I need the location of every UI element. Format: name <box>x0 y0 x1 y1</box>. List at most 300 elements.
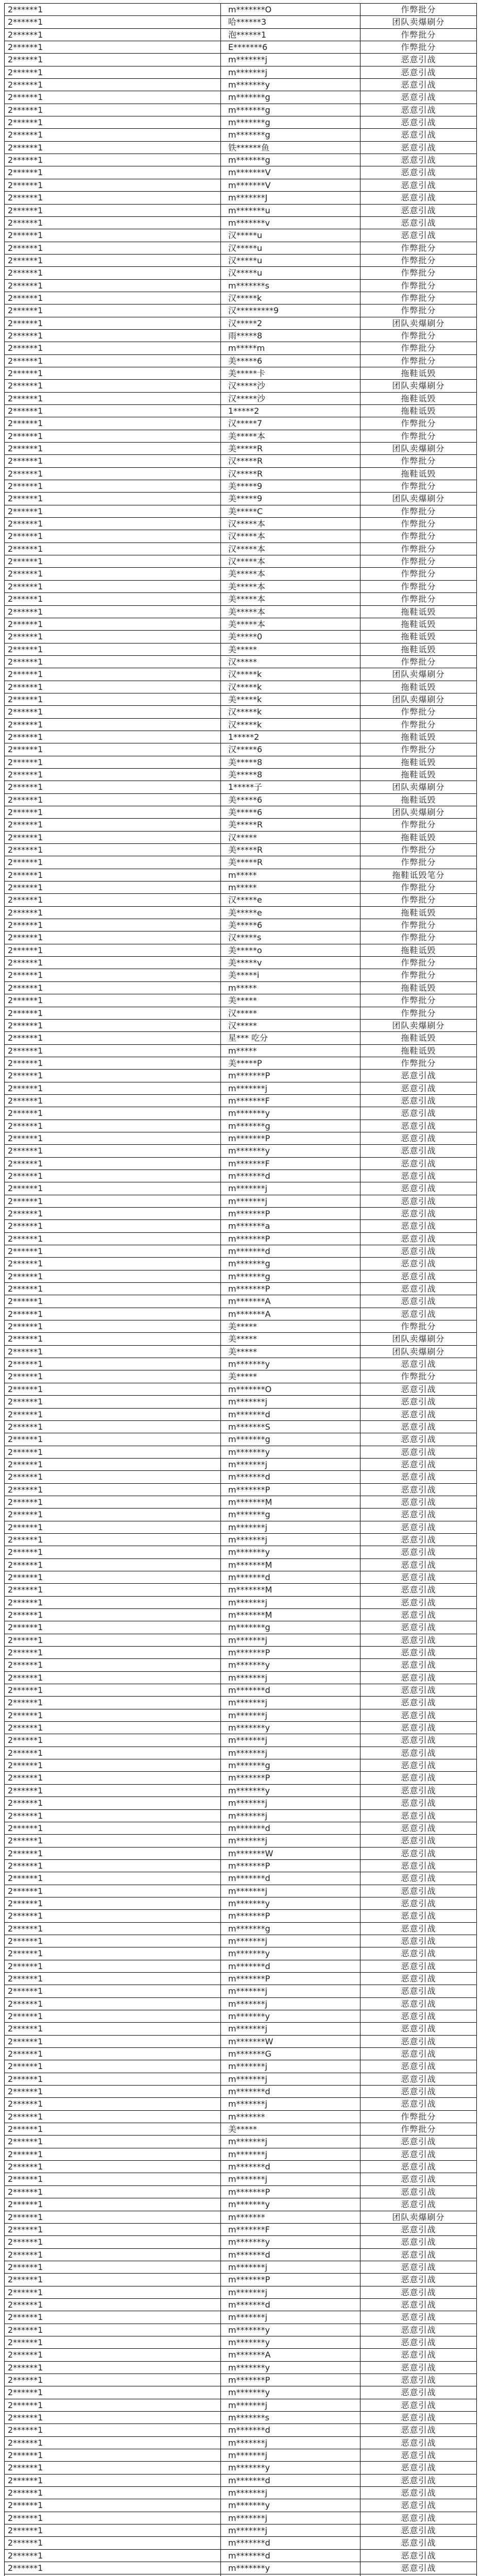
cell-user: m*******j <box>221 1747 360 1759</box>
cell-user: m*******g <box>221 1258 360 1270</box>
table-row <box>5 931 477 944</box>
cell-user: m*******y <box>221 2324 360 2336</box>
table-row <box>5 530 477 543</box>
table-row <box>5 2487 477 2499</box>
cell-id: 2******1 <box>5 769 221 781</box>
cell-type: 恶意引战 <box>360 1521 477 1534</box>
cell-user: m*******P <box>221 1283 360 1295</box>
cell-type: 拖鞋诋毁笔分 <box>360 869 477 882</box>
cell-type: 作弊批分 <box>360 656 477 668</box>
table-row <box>5 4 477 16</box>
cell-type: 作弊批分 <box>360 994 477 1007</box>
cell-type: 恶意引战 <box>360 1433 477 1446</box>
cell-type: 恶意引战 <box>360 1998 477 2010</box>
cell-type: 恶意引战 <box>360 205 477 217</box>
cell-id: 2******1 <box>5 166 221 179</box>
table-row <box>5 342 477 354</box>
cell-user: m*******u <box>221 205 360 217</box>
cell-type: 恶意引战 <box>360 1295 477 1308</box>
cell-id: 2******1 <box>5 2324 221 2336</box>
cell-type: 恶意引战 <box>360 1270 477 1283</box>
table-row <box>5 1509 477 1521</box>
table-row <box>5 154 477 166</box>
cell-type: 作弊批分 <box>360 882 477 894</box>
cell-id: 2******1 <box>5 894 221 906</box>
cell-user: m*******y <box>221 2562 360 2574</box>
cell-user: m*******d <box>221 1245 360 1258</box>
cell-type: 恶意引战 <box>360 2512 477 2524</box>
cell-id: 2******1 <box>5 1459 221 1471</box>
cell-id: 2******1 <box>5 280 221 292</box>
cell-user: m*******F <box>221 2224 360 2236</box>
table-row <box>5 367 477 380</box>
cell-id: 2******1 <box>5 1107 221 1120</box>
table-row <box>5 1358 477 1370</box>
cell-type: 恶意引战 <box>360 66 477 79</box>
cell-user: 汉*****e <box>221 894 360 906</box>
cell-type: 恶意引战 <box>360 2073 477 2086</box>
cell-id: 2******1 <box>5 2462 221 2474</box>
cell-user: 哈******3 <box>221 16 360 28</box>
cell-user: m*******P <box>221 1647 360 1659</box>
table-row <box>5 2111 477 2123</box>
cell-user: m*******M <box>221 1496 360 1509</box>
cell-user: 泡******1 <box>221 29 360 41</box>
table-row <box>5 1370 477 1383</box>
cell-id: 2******1 <box>5 1320 221 1333</box>
cell-user: m*******g <box>221 1270 360 1283</box>
cell-type: 恶意引战 <box>360 166 477 179</box>
cell-user: m*******j <box>221 1082 360 1095</box>
cell-id: 2******1 <box>5 1446 221 1459</box>
cell-id: 2******1 <box>5 2023 221 2035</box>
table-row <box>5 417 477 430</box>
cell-type: 作弊批分 <box>360 29 477 41</box>
table-row <box>5 1910 477 1922</box>
cell-id: 2******1 <box>5 179 221 192</box>
cell-type: 恶意引战 <box>360 2236 477 2248</box>
cell-id: 2******1 <box>5 982 221 994</box>
cell-type: 恶意引战 <box>360 54 477 66</box>
table-row <box>5 1923 477 1935</box>
table-row <box>5 856 477 869</box>
cell-type: 恶意引战 <box>360 2324 477 2336</box>
table-row <box>5 719 477 731</box>
table-row <box>5 2324 477 2336</box>
cell-id: 2******1 <box>5 2048 221 2060</box>
table-row <box>5 1935 477 1947</box>
cell-type: 拖鞋诋毁 <box>360 367 477 380</box>
cell-user: m*******y <box>221 1897 360 1910</box>
cell-user: m*******j <box>221 2437 360 2449</box>
table-row <box>5 1960 477 1973</box>
table-row <box>5 2161 477 2173</box>
cell-user: 汉*****k <box>221 719 360 731</box>
cell-user: 美*****本 <box>221 430 360 443</box>
cell-user: m*******P <box>221 2186 360 2198</box>
cell-type: 拖鞋诋毁 <box>360 393 477 405</box>
cell-type: 恶意引战 <box>360 116 477 129</box>
cell-type: 作弊批分 <box>360 518 477 530</box>
cell-type: 恶意引战 <box>360 1621 477 1634</box>
cell-user: m*******V <box>221 166 360 179</box>
table-row <box>5 1245 477 1258</box>
cell-user: m*******d <box>221 1960 360 1973</box>
table-row <box>5 2437 477 2449</box>
table-row <box>5 631 477 643</box>
cell-user: m*******P <box>221 1208 360 1220</box>
table-row <box>5 79 477 91</box>
cell-id: 2******1 <box>5 229 221 242</box>
cell-type: 恶意引战 <box>360 1358 477 1370</box>
cell-type: 恶意引战 <box>360 1484 477 1496</box>
cell-type: 恶意引战 <box>360 1082 477 1095</box>
cell-type: 作弊批分 <box>360 417 477 430</box>
cell-id: 2******1 <box>5 1848 221 1860</box>
cell-id: 2******1 <box>5 493 221 505</box>
cell-type: 恶意引战 <box>360 1195 477 1208</box>
cell-type: 恶意引战 <box>360 1822 477 1835</box>
table-row <box>5 1709 477 1722</box>
cell-type: 作弊批分 <box>360 41 477 54</box>
cell-id: 2******1 <box>5 116 221 129</box>
cell-user: 美***** <box>221 2123 360 2136</box>
table-row <box>5 1759 477 1772</box>
cell-user: m******* <box>221 2111 360 2123</box>
table-row <box>5 505 477 518</box>
cell-user: 汉*****本 <box>221 530 360 543</box>
table-row <box>5 1609 477 1621</box>
table-row <box>5 2374 477 2386</box>
cell-user: m*******j <box>221 2148 360 2161</box>
cell-id: 2******1 <box>5 806 221 819</box>
table-row <box>5 1659 477 1671</box>
cell-user: 汉*****本 <box>221 543 360 555</box>
cell-user: E*******6 <box>221 41 360 54</box>
cell-id: 2******1 <box>5 2186 221 2198</box>
cell-id: 2******1 <box>5 367 221 380</box>
cell-id: 2******1 <box>5 1421 221 1433</box>
table-row <box>5 1647 477 1659</box>
cell-user: m*******y <box>221 1358 360 1370</box>
cell-id: 2******1 <box>5 1032 221 1044</box>
cell-id: 2******1 <box>5 555 221 568</box>
cell-id: 2******1 <box>5 2299 221 2311</box>
table-row <box>5 994 477 1007</box>
table-row <box>5 518 477 530</box>
table-row <box>5 1521 477 1534</box>
cell-type: 作弊批分 <box>360 844 477 856</box>
cell-type: 作弊批分 <box>360 330 477 342</box>
cell-type: 拖鞋诋毁 <box>360 944 477 957</box>
cell-user: m*******y <box>221 1785 360 1797</box>
cell-id: 2******1 <box>5 2424 221 2436</box>
cell-type: 恶意引战 <box>360 1722 477 1734</box>
table-row <box>5 2424 477 2436</box>
table-row <box>5 330 477 342</box>
cell-user: m*******g <box>221 1759 360 1772</box>
table-row <box>5 2086 477 2098</box>
cell-type: 恶意引战 <box>360 2249 477 2261</box>
cell-user: 美*****本 <box>221 581 360 593</box>
cell-type: 恶意引战 <box>360 229 477 242</box>
cell-user: m*******j <box>221 1998 360 2010</box>
cell-id: 2******1 <box>5 2010 221 2023</box>
cell-user: m*******d <box>221 1822 360 1835</box>
cell-id: 2******1 <box>5 1697 221 1709</box>
cell-id: 2******1 <box>5 455 221 467</box>
cell-type: 恶意引战 <box>360 2374 477 2386</box>
cell-type: 作弊批分 <box>360 568 477 580</box>
cell-user: m*******y <box>221 1145 360 1157</box>
cell-type: 恶意引战 <box>360 2299 477 2311</box>
cell-user: m*******y <box>221 1107 360 1120</box>
cell-type: 作弊批分 <box>360 1057 477 1070</box>
cell-id: 2******1 <box>5 2349 221 2361</box>
cell-type: 团队卖爆刷分 <box>360 317 477 330</box>
table-row <box>5 2198 477 2211</box>
cell-id: 2******1 <box>5 957 221 969</box>
cell-id: 2******1 <box>5 1621 221 1634</box>
table-row <box>5 2499 477 2512</box>
cell-type: 恶意引战 <box>360 1446 477 1459</box>
table-row <box>5 1546 477 1558</box>
cell-type: 作弊批分 <box>360 743 477 756</box>
table-row <box>5 2036 477 2048</box>
table-row <box>5 1182 477 1195</box>
cell-type: 恶意引战 <box>360 2036 477 2048</box>
cell-type: 恶意引战 <box>360 1973 477 1985</box>
cell-id: 2******1 <box>5 1822 221 1835</box>
cell-user: m*******j <box>221 1734 360 1747</box>
cell-user: m*******j <box>221 2173 360 2185</box>
cell-id: 2******1 <box>5 1496 221 1509</box>
cell-user: m*******y <box>221 1446 360 1459</box>
table-row <box>5 1697 477 1709</box>
table-row <box>5 1283 477 1295</box>
cell-user: m*******j <box>221 1835 360 1847</box>
cell-user: 美*****R <box>221 443 360 455</box>
cell-type: 恶意引战 <box>360 2224 477 2236</box>
table-row <box>5 907 477 919</box>
table-row <box>5 1070 477 1082</box>
cell-id: 2******1 <box>5 1208 221 1220</box>
cell-user: m*******y <box>221 2499 360 2512</box>
cell-user: m*******s <box>221 2412 360 2424</box>
cell-user: m*******y <box>221 79 360 91</box>
cell-user: m*******W <box>221 1848 360 1860</box>
cell-id: 2******1 <box>5 468 221 480</box>
table-row <box>5 1772 477 1784</box>
cell-id: 2******1 <box>5 1534 221 1546</box>
cell-user: m*******j <box>221 1797 360 1809</box>
cell-user: m*******j <box>221 2136 360 2148</box>
cell-type: 拖鞋诋毁 <box>360 631 477 643</box>
cell-id: 2******1 <box>5 2098 221 2110</box>
cell-type: 团队卖爆刷分 <box>360 443 477 455</box>
cell-id: 2******1 <box>5 1923 221 1935</box>
cell-type: 团队卖爆刷分 <box>360 2211 477 2224</box>
cell-type: 拖鞋诋毁 <box>360 832 477 844</box>
cell-user: m*******A <box>221 2349 360 2361</box>
cell-id: 2******1 <box>5 1747 221 1759</box>
cell-type: 恶意引战 <box>360 1647 477 1659</box>
table-row <box>5 91 477 104</box>
cell-type: 恶意引战 <box>360 1421 477 1433</box>
table-row <box>5 2274 477 2286</box>
table-row <box>5 568 477 580</box>
cell-type: 恶意引战 <box>360 2462 477 2474</box>
cell-id: 2******1 <box>5 593 221 605</box>
cell-id: 2******1 <box>5 581 221 593</box>
cell-type: 恶意引战 <box>360 2336 477 2349</box>
cell-user: m*******P <box>221 1910 360 1922</box>
table-row <box>5 1459 477 1471</box>
cell-id: 2******1 <box>5 430 221 443</box>
cell-type: 恶意引战 <box>360 129 477 141</box>
cell-id: 2******1 <box>5 2550 221 2562</box>
cell-id: 2******1 <box>5 393 221 405</box>
table-row <box>5 1132 477 1145</box>
table-row <box>5 681 477 693</box>
table-row <box>5 844 477 856</box>
cell-id: 2******1 <box>5 1258 221 1270</box>
cell-type: 恶意引战 <box>360 1145 477 1157</box>
table-row <box>5 2261 477 2274</box>
cell-user: m*******F <box>221 1158 360 1170</box>
cell-type: 恶意引战 <box>360 1810 477 1822</box>
cell-id: 2******1 <box>5 1910 221 1922</box>
cell-type: 拖鞋诋毁 <box>360 731 477 743</box>
cell-id: 2******1 <box>5 1383 221 1396</box>
table-row <box>5 756 477 769</box>
cell-id: 2******1 <box>5 606 221 618</box>
cell-user: 星*** 吃分 <box>221 1032 360 1044</box>
table-row <box>5 1747 477 1759</box>
cell-user: 1*****子 <box>221 781 360 793</box>
table-row <box>5 2211 477 2224</box>
cell-user: m*******j <box>221 2512 360 2524</box>
cell-user: 汉*****k <box>221 681 360 693</box>
cell-user: 美*****6 <box>221 919 360 931</box>
table-row <box>5 29 477 41</box>
table-row <box>5 1295 477 1308</box>
table-row <box>5 1421 477 1433</box>
cell-type: 拖鞋诋毁 <box>360 1032 477 1044</box>
table-row <box>5 1346 477 1358</box>
cell-user: m*******M <box>221 1609 360 1621</box>
cell-user: m*******y <box>221 2462 360 2474</box>
cell-type: 作弊批分 <box>360 455 477 467</box>
table-row <box>5 2136 477 2148</box>
cell-id: 2******1 <box>5 668 221 681</box>
cell-type: 恶意引战 <box>360 2136 477 2148</box>
cell-type: 恶意引战 <box>360 1835 477 1847</box>
table-row <box>5 1195 477 1208</box>
cell-type: 恶意引战 <box>360 1308 477 1320</box>
cell-user: 1*****2 <box>221 731 360 743</box>
cell-id: 2******1 <box>5 1145 221 1157</box>
cell-user: m*******d <box>221 2550 360 2562</box>
cell-id: 2******1 <box>5 1947 221 1960</box>
cell-type: 恶意引战 <box>360 1409 477 1421</box>
cell-id: 2******1 <box>5 1897 221 1910</box>
table-row <box>5 1797 477 1809</box>
cell-user: 汉*****沙 <box>221 380 360 392</box>
cell-user: 美***** <box>221 643 360 656</box>
cell-type: 恶意引战 <box>360 1233 477 1245</box>
cell-type: 恶意引战 <box>360 2475 477 2487</box>
table-row <box>5 142 477 154</box>
cell-id: 2******1 <box>5 1170 221 1182</box>
cell-id: 2******1 <box>5 79 221 91</box>
cell-user: m*******d <box>221 2475 360 2487</box>
cell-id: 2******1 <box>5 1471 221 1483</box>
cell-user: m*******g <box>221 1433 360 1446</box>
cell-type: 团队卖爆刷分 <box>360 493 477 505</box>
cell-type: 团队卖爆刷分 <box>360 380 477 392</box>
table-row <box>5 606 477 618</box>
cell-type: 恶意引战 <box>360 1283 477 1295</box>
cell-id: 2******1 <box>5 104 221 116</box>
cell-user: 汉***** <box>221 1007 360 1020</box>
cell-user: m*******y <box>221 1659 360 1671</box>
table-row <box>5 1007 477 1020</box>
table-row <box>5 882 477 894</box>
cell-type: 恶意引战 <box>360 217 477 229</box>
cell-type: 作弊批分 <box>360 856 477 869</box>
cell-user: 美*****v <box>221 957 360 969</box>
cell-type: 恶意引战 <box>360 2023 477 2035</box>
cell-type: 恶意引战 <box>360 2311 477 2324</box>
table-row <box>5 242 477 255</box>
cell-id: 2******1 <box>5 1195 221 1208</box>
cell-user: m*******g <box>221 129 360 141</box>
cell-type: 恶意引战 <box>360 1697 477 1709</box>
cell-user: m*******y <box>221 1722 360 1734</box>
cell-user: 1*****2 <box>221 405 360 417</box>
cell-user: 美*****C <box>221 505 360 518</box>
cell-id: 2******1 <box>5 1020 221 1032</box>
cell-id: 2******1 <box>5 317 221 330</box>
cell-user: 汉*********9 <box>221 304 360 317</box>
cell-type: 恶意引战 <box>360 1471 477 1483</box>
cell-id: 2******1 <box>5 91 221 104</box>
cell-id: 2******1 <box>5 743 221 756</box>
cell-user: 汉*****u <box>221 267 360 279</box>
table-row <box>5 1597 477 1609</box>
cell-id: 2******1 <box>5 1333 221 1345</box>
cell-user: m*******y <box>221 1546 360 1558</box>
table-row <box>5 166 477 179</box>
cell-user: m*******d <box>221 2537 360 2549</box>
cell-id: 2******1 <box>5 2274 221 2286</box>
cell-id: 2******1 <box>5 1095 221 1107</box>
cell-type: 恶意引战 <box>360 1609 477 1621</box>
records-table <box>4 3 477 2576</box>
cell-type: 团队卖爆刷分 <box>360 668 477 681</box>
table-row <box>5 1496 477 1509</box>
cell-user: m*******P <box>221 1772 360 1784</box>
table-row <box>5 1785 477 1797</box>
cell-id: 2******1 <box>5 2173 221 2185</box>
cell-id: 2******1 <box>5 192 221 204</box>
cell-id: 2******1 <box>5 919 221 931</box>
cell-user: m*******j <box>221 2073 360 2086</box>
table-row <box>5 1020 477 1032</box>
cell-type: 作弊批分 <box>360 919 477 931</box>
cell-id: 2******1 <box>5 719 221 731</box>
